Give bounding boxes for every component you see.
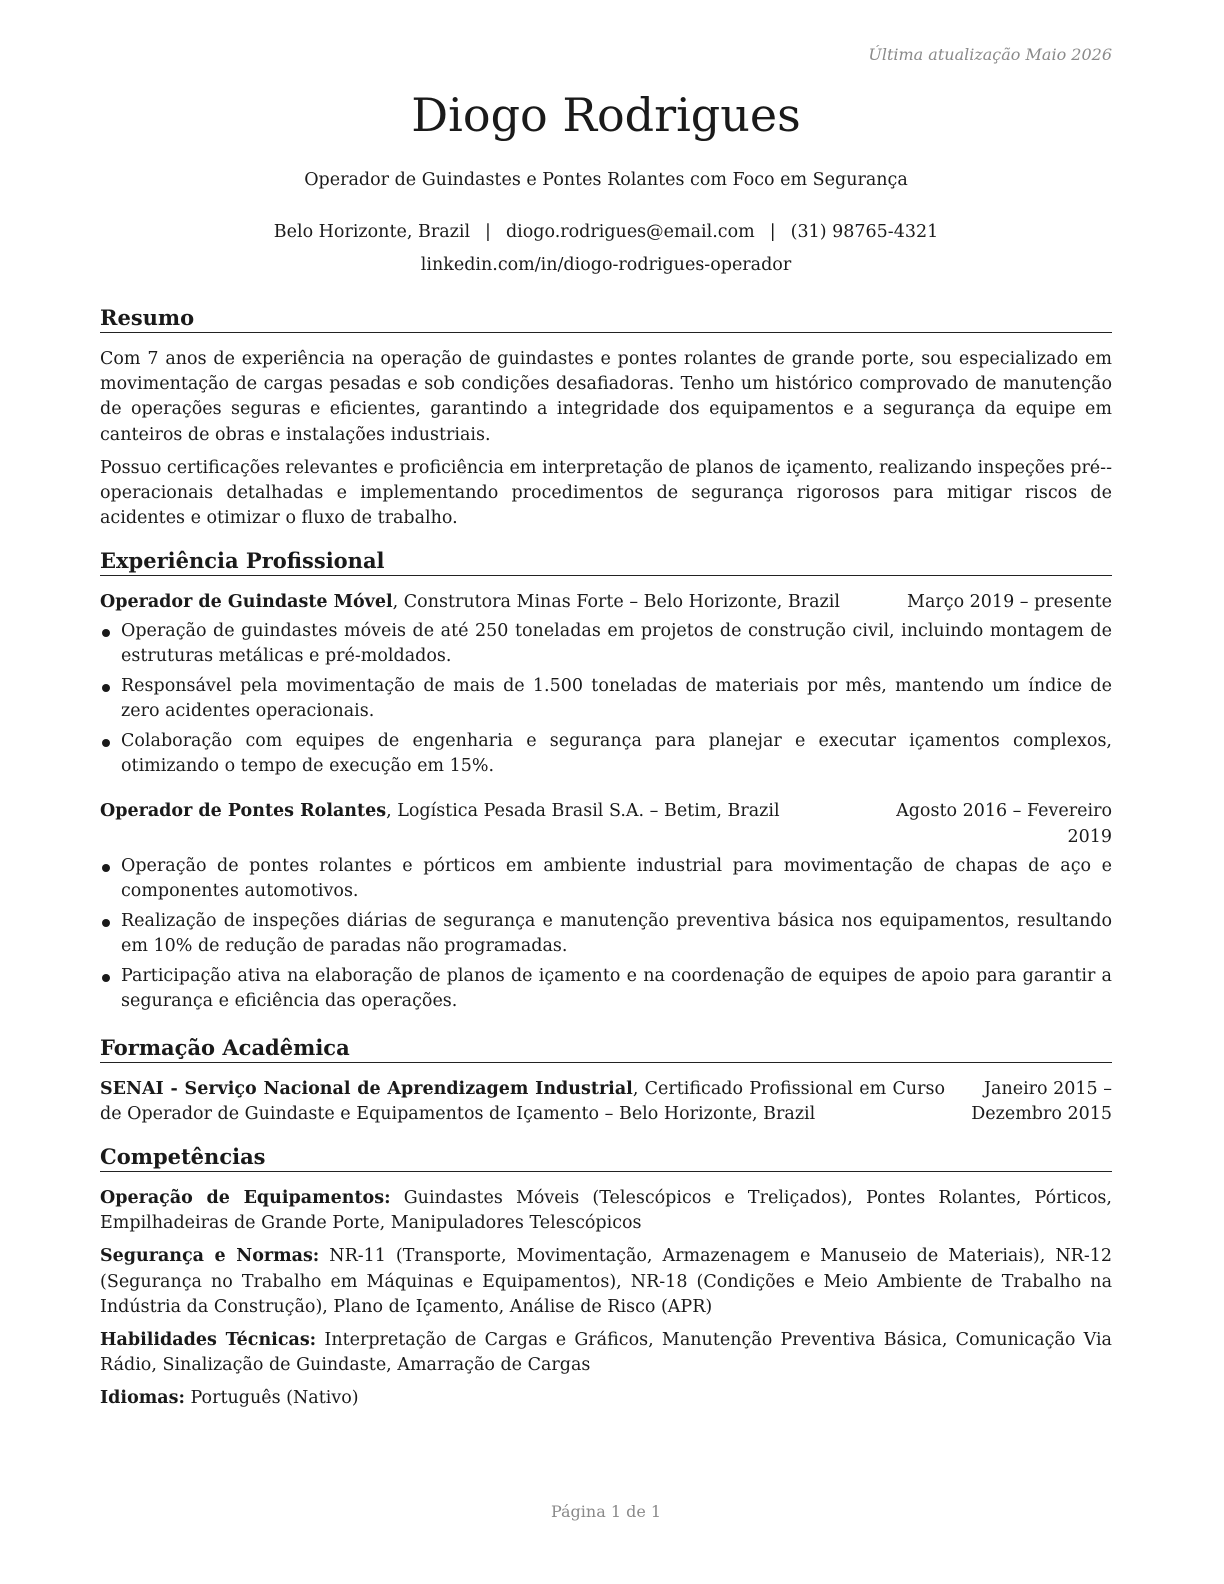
candidate-name: Diogo Rodrigues — [411, 88, 801, 142]
skill-text: Guindastes Móveis (Telescópicos e Treliçados), Pontes Rolantes, Pórticos, Empilhadeiras de Grande Porte, Manipuladores Telescópicos — [100, 1188, 1112, 1234]
education-details: , Certificado Profissional em Curso de Operador de Guindaste e Equipamentos de Içamento – Belo Horizonte, Brazil — [100, 1079, 945, 1125]
skill-group — [100, 1328, 1112, 1378]
last-updated: Última atualização Maio 2026 — [868, 45, 1112, 64]
summary-paragraph: Possuo certificações relevantes e proficiência em interpretação de planos de içamento, realizando inspeções pré--operacionais detalhadas e implementando procedimentos de segurança rigorosos para mitigar riscos de acidentes e otimizar o fluxo de trabalho. — [100, 457, 1112, 529]
contact-separator: | — [769, 222, 776, 242]
job-header — [100, 799, 1112, 849]
contact-location: Belo Horizonte, Brazil — [273, 222, 471, 242]
section-title-skills: Competências — [100, 1143, 1112, 1172]
page-number: Página 1 de 1 — [550, 1502, 662, 1521]
section-title-education: Formação Acadêmica — [100, 1034, 1112, 1063]
skill-group — [100, 1186, 1112, 1236]
skill-label: Operação de Equipamentos: — [100, 1188, 391, 1208]
contact-line — [100, 220, 1112, 244]
list-item: Operação de guindastes móveis de até 250 toneladas em projetos de construção civil, incluindo montagem de estruturas metálicas e pré-moldados. — [100, 619, 1112, 669]
job-header — [100, 590, 1112, 615]
experience-section — [100, 547, 1112, 1019]
candidate-headline: Operador de Guindastes e Pontes Rolantes com Foco em Segurança — [304, 170, 908, 190]
summary-paragraph: Com 7 anos de experiência na operação de guindastes e pontes rolantes de grande porte, sou especializado em movimentação de cargas pesadas e sob condições desafiadoras. Tenho um histórico comprovado de manutenção de operações seguras e eficientes, garantindo a integridade dos equipamentos e a segurança da equipe em canteiros de obras e instalações industriais. — [100, 349, 1112, 445]
skill-label: Segurança e Normas: — [100, 1246, 320, 1267]
job-bullets — [100, 619, 1112, 779]
skills-section — [100, 1143, 1112, 1412]
skill-group — [100, 1244, 1112, 1320]
education-text — [100, 1077, 945, 1127]
section-title-summary: Resumo — [100, 304, 1112, 333]
education-date: Janeiro 2015 – Dezembro 2015 — [971, 1079, 1112, 1125]
skill-group — [100, 1386, 1112, 1411]
list-item: Responsável pela movimentação de mais de 1.500 toneladas de materiais por mês, mantendo um índice de zero acidentes operacionais. — [100, 674, 1112, 724]
job-date: Março 2019 – presente — [907, 592, 1112, 612]
contact-separator: | — [485, 222, 491, 242]
skill-label: Idiomas: — [100, 1388, 185, 1409]
job-role: Operador de Guindaste Móvel — [100, 592, 393, 612]
job-company: , Construtora Minas Forte – Belo Horizonte, Brazil — [392, 592, 840, 612]
job-role: Operador de Pontes Rolantes — [100, 801, 387, 822]
contact-phone[interactable]: (31) 98765-4321 — [790, 222, 939, 242]
job-date: Agosto 2016 – Fevereiro 2019 — [896, 801, 1112, 847]
contact-linkedin[interactable]: linkedin.com/in/diogo-rodrigues-operador — [420, 255, 792, 275]
section-title-experience: Experiência Profissional — [100, 547, 1112, 576]
education-institution: SENAI - Serviço Nacional de Aprendizagem Industrial — [100, 1079, 633, 1099]
summary-section — [100, 304, 1112, 531]
job-entry — [100, 799, 1112, 1014]
skill-text: Português (Nativo) — [184, 1388, 359, 1409]
job-bullets — [100, 854, 1112, 1014]
job-entry — [100, 590, 1112, 779]
contact-email[interactable]: diogo.rodrigues@email.com — [505, 222, 755, 242]
skill-text: Interpretação de Cargas e Gráficos, Manutenção Preventiva Básica, Comunicação Via Rádio, Sinalização de Guindaste, Amarração de Cargas — [100, 1330, 1112, 1376]
list-item: Participação ativa na elaboração de planos de içamento e na coordenação de equipes de apoio para garantir a segurança e eficiência das operações. — [100, 964, 1112, 1014]
job-company: , Logística Pesada Brasil S.A. – Betim, Brazil — [386, 801, 780, 822]
education-entry — [100, 1077, 1112, 1127]
skill-text: NR-11 (Transporte, Movimentação, Armazenagem e Manuseio de Materiais), NR-12 (Segurança no Trabalho em Máquinas e Equipamentos), NR-18 (Condições e Meio Ambiente de Trabalho na Indústria da Construção), Plano de Içamento, Análise de Risco (APR) — [100, 1246, 1112, 1317]
list-item: Realização de inspeções diárias de segurança e manutenção preventiva básica nos equipamentos, resultando em 10% de redução de paradas não programadas. — [100, 909, 1112, 959]
skill-label: Habilidades Técnicas: — [100, 1330, 317, 1351]
list-item: Operação de pontes rolantes e pórticos em ambiente industrial para movimentação de chapas de aço e componentes automotivos. — [100, 854, 1112, 904]
list-item: Colaboração com equipes de engenharia e segurança para planejar e executar içamentos complexos, otimizando o tempo de execução em 15%. — [100, 729, 1112, 779]
education-section — [100, 1034, 1112, 1127]
resume-page — [100, 0, 1112, 1584]
